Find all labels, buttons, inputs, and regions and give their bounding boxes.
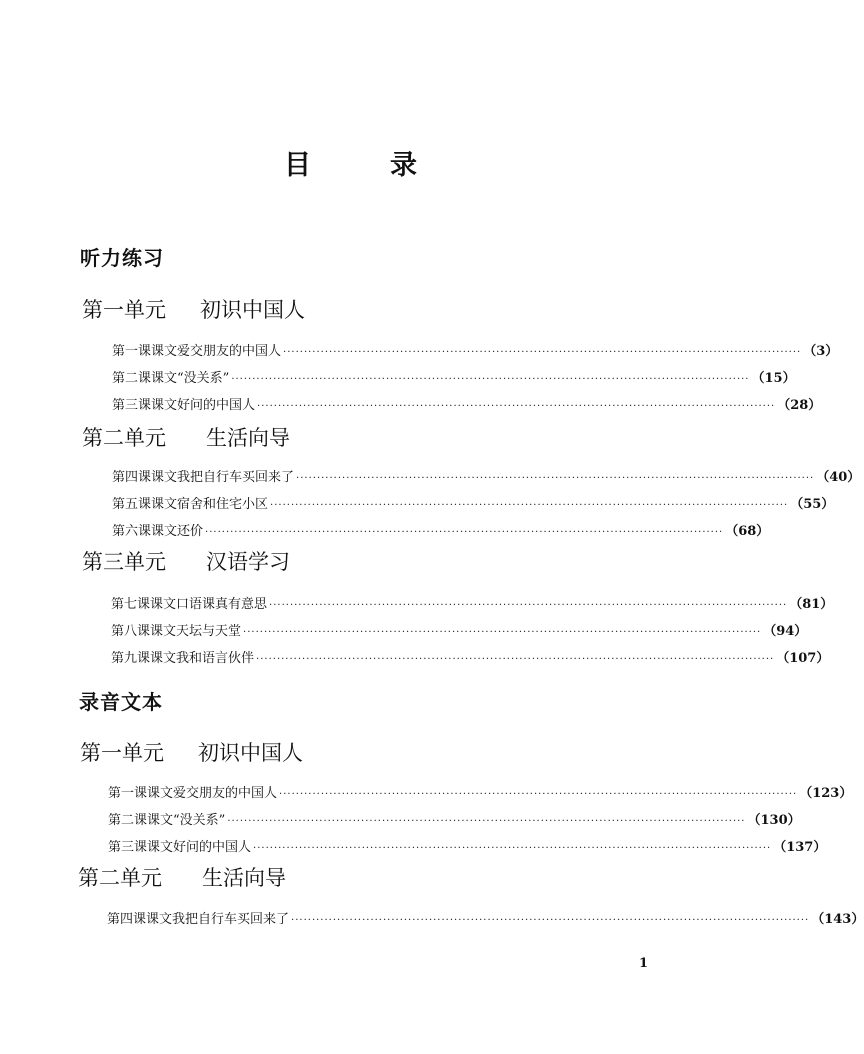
lesson-number: 第一课 <box>112 344 152 359</box>
toc-entry[interactable] <box>112 466 861 485</box>
page-number: 1 <box>638 956 648 971</box>
toc-entry[interactable] <box>111 647 830 666</box>
leader-dots: ···························································································································· <box>256 654 775 665</box>
lesson-number: 第九课 <box>111 651 151 666</box>
toc-entry[interactable] <box>111 593 834 612</box>
lesson-name: “没关系” <box>173 813 226 828</box>
lesson-kind: 课文 <box>150 597 177 612</box>
toc-entry[interactable] <box>111 620 808 639</box>
page-reference: （81） <box>789 597 834 612</box>
lesson-name: 我把自行车买回来了 <box>177 470 295 485</box>
unit-name: 初识中国人 <box>198 741 303 765</box>
toc-entry[interactable] <box>112 520 770 539</box>
unit-number: 第三单元 <box>82 550 166 574</box>
toc-entry[interactable] <box>108 809 801 828</box>
leader-dots: ···························································································································· <box>279 789 798 800</box>
unit-name: 生活向导 <box>202 866 286 890</box>
toc-entry[interactable] <box>108 836 827 855</box>
page-reference: （107） <box>776 651 830 666</box>
page-reference: （143） <box>811 912 864 927</box>
lesson-name: “没关系” <box>177 371 230 386</box>
lesson-name: 口语课真有意思 <box>176 597 268 612</box>
page-reference: （94） <box>763 624 808 639</box>
lesson-kind: 课文 <box>147 786 174 801</box>
lesson-number: 第三课 <box>108 840 148 855</box>
unit-name: 生活向导 <box>206 426 290 450</box>
leader-dots: ···························································································································· <box>270 500 789 511</box>
lesson-name: 还价 <box>177 524 204 539</box>
leader-dots: ···························································································································· <box>253 843 772 854</box>
lesson-kind: 课文 <box>151 497 178 512</box>
leader-dots: ···························································································································· <box>227 816 746 827</box>
lesson-name: 爱交朋友的中国人 <box>173 786 278 801</box>
unit-heading <box>80 737 303 767</box>
lesson-kind: 课文 <box>150 624 177 639</box>
lesson-name: 爱交朋友的中国人 <box>177 344 282 359</box>
page-reference: （137） <box>773 840 827 855</box>
page-reference: （40） <box>816 470 861 485</box>
lesson-kind: 课文 <box>147 840 174 855</box>
lesson-name: 我把自行车买回来了 <box>172 912 290 927</box>
leader-dots: ···························································································································· <box>257 401 776 412</box>
unit-heading <box>82 422 290 452</box>
page-reference: （130） <box>747 813 801 828</box>
lesson-kind: 课文 <box>150 651 177 666</box>
lesson-number: 第三课 <box>112 398 152 413</box>
toc-entry[interactable] <box>112 340 839 359</box>
lesson-kind: 课文 <box>151 470 178 485</box>
lesson-number: 第六课 <box>112 524 152 539</box>
leader-dots: ···························································································································· <box>231 374 750 385</box>
lesson-name: 天坛与天堂 <box>176 624 242 639</box>
leader-dots: ···························································································································· <box>283 347 802 358</box>
lesson-kind: 课文 <box>151 344 178 359</box>
unit-heading <box>78 862 286 892</box>
unit-name: 汉语学习 <box>206 550 290 574</box>
toc-entry[interactable] <box>112 394 822 413</box>
unit-heading <box>82 546 290 576</box>
lesson-number: 第二课 <box>112 371 152 386</box>
leader-dots: ···························································································································· <box>291 915 810 926</box>
lesson-number: 第四课 <box>107 912 147 927</box>
toc-entry[interactable] <box>112 493 835 512</box>
toc-entry[interactable] <box>108 782 853 801</box>
lesson-number: 第七课 <box>111 597 151 612</box>
page-reference: （3） <box>803 344 839 359</box>
lesson-name: 宿舍和住宅小区 <box>177 497 269 512</box>
lesson-kind: 课文 <box>151 524 178 539</box>
leader-dots: ···························································································································· <box>243 627 762 638</box>
lesson-number: 第一课 <box>108 786 148 801</box>
lesson-name: 好问的中国人 <box>173 840 252 855</box>
lesson-kind: 课文 <box>151 398 178 413</box>
toc-entry[interactable] <box>107 908 864 927</box>
unit-number: 第一单元 <box>80 741 164 765</box>
unit-number: 第二单元 <box>82 426 166 450</box>
lesson-number: 第二课 <box>108 813 148 828</box>
lesson-number: 第五课 <box>112 497 152 512</box>
toc-entry[interactable] <box>112 367 796 386</box>
lesson-kind: 课文 <box>151 371 178 386</box>
lesson-number: 第四课 <box>112 470 152 485</box>
lesson-kind: 课文 <box>146 912 173 927</box>
section-heading-listening: 听力练习 <box>80 246 164 270</box>
page-reference: （28） <box>777 398 822 413</box>
unit-number: 第一单元 <box>82 298 166 322</box>
unit-name: 初识中国人 <box>200 298 305 322</box>
page-reference: （68） <box>725 524 770 539</box>
lesson-number: 第八课 <box>111 624 151 639</box>
lesson-name: 我和语言伙伴 <box>176 651 255 666</box>
unit-heading <box>82 294 305 324</box>
section-heading-transcripts: 录音文本 <box>79 690 163 714</box>
page-title: 目 录 <box>284 150 443 181</box>
page-reference: （15） <box>751 371 796 386</box>
leader-dots: ···························································································································· <box>269 600 788 611</box>
lesson-name: 好问的中国人 <box>177 398 256 413</box>
leader-dots: ···························································································································· <box>296 473 815 484</box>
page-reference: （123） <box>799 786 853 801</box>
lesson-kind: 课文 <box>147 813 174 828</box>
page-reference: （55） <box>790 497 835 512</box>
leader-dots: ···························································································································· <box>205 527 724 538</box>
unit-number: 第二单元 <box>78 866 162 890</box>
